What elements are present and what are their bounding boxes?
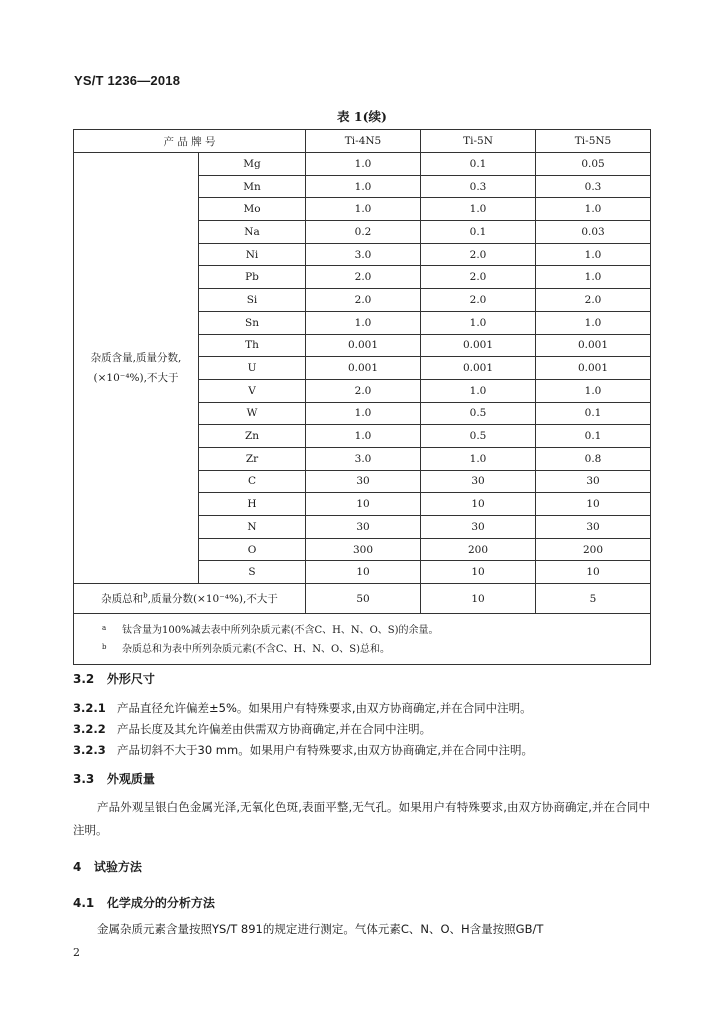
element-symbol: Pb: [199, 266, 306, 289]
header-grade-1: Ti-4N5: [306, 130, 421, 153]
clause-3-2-3: [73, 742, 533, 758]
impurity-value: 30: [421, 470, 536, 493]
element-symbol: Mg: [199, 153, 306, 176]
table-notes: [74, 614, 651, 665]
note-marker: a: [102, 624, 107, 633]
impurity-value: 0.8: [536, 447, 651, 470]
element-symbol: Zn: [199, 425, 306, 448]
element-symbol: Th: [199, 334, 306, 357]
impurity-value: 1.0: [306, 153, 421, 176]
impurity-value: 2.0: [421, 289, 536, 312]
impurity-value: 1.0: [306, 175, 421, 198]
impurity-value: 200: [421, 538, 536, 561]
impurity-value: 30: [306, 516, 421, 539]
clause-text: 产品长度及其允许偏差由供需双方协商确定,并在合同中注明。: [117, 722, 432, 736]
clause-number: 3.2.2: [73, 722, 106, 736]
section-number: 4.1: [73, 896, 95, 910]
impurity-value: 10: [536, 561, 651, 584]
section-4-heading: [73, 858, 142, 875]
impurity-table: [73, 129, 651, 665]
impurity-value: 0.001: [536, 357, 651, 380]
impurity-value: 300: [306, 538, 421, 561]
impurity-value: 2.0: [421, 243, 536, 266]
element-symbol: Zr: [199, 447, 306, 470]
clause-text: 产品切斜不大于30 mm。如果用户有特殊要求,由双方协商确定,并在合同中注明。: [117, 743, 534, 757]
impurity-value: 1.0: [421, 379, 536, 402]
impurity-value: 30: [421, 516, 536, 539]
clause-3-2-2: [73, 721, 431, 737]
impurity-value: 2.0: [421, 266, 536, 289]
impurity-value: 0.5: [421, 402, 536, 425]
impurity-value: 10: [421, 493, 536, 516]
impurity-value: 1.0: [536, 379, 651, 402]
impurity-value: 1.0: [306, 402, 421, 425]
table-note: [102, 624, 650, 637]
element-symbol: N: [199, 516, 306, 539]
section-number: 3.2: [73, 672, 95, 686]
note-text: 杂质总和为表中所列杂质元素(不含C、H、N、O、S)总和。: [122, 644, 390, 656]
impurity-value: 0.001: [306, 357, 421, 380]
impurity-value: 1.0: [536, 311, 651, 334]
impurity-value: 10: [306, 493, 421, 516]
impurity-value: 0.03: [536, 221, 651, 244]
section-title: 外观质量: [106, 772, 155, 786]
section-title: 试验方法: [93, 860, 142, 874]
impurity-value: 10: [421, 561, 536, 584]
impurity-value: 0.1: [536, 402, 651, 425]
table-title: 表 1(续): [337, 109, 387, 124]
impurity-value: 0.001: [306, 334, 421, 357]
impurity-value: 200: [536, 538, 651, 561]
element-symbol: C: [199, 470, 306, 493]
impurity-value: 0.2: [306, 221, 421, 244]
impurity-value: 2.0: [306, 289, 421, 312]
section-3-3-heading: [73, 770, 155, 787]
impurity-value: 0.001: [421, 334, 536, 357]
impurity-value: 1.0: [306, 198, 421, 221]
note-text: 钛含量为100%减去表中所列杂质元素(不含C、H、N、O、S)的余量。: [122, 625, 439, 637]
appearance-paragraph: 产品外观呈银白色金属光泽,无氧化色斑,表面平整,无气孔。如果用户有特殊要求,由双方协商确定,并在合同中注明。: [73, 800, 650, 837]
impurity-value: 0.5: [421, 425, 536, 448]
total-impurity-value: 50: [306, 584, 421, 614]
element-symbol: S: [199, 561, 306, 584]
impurity-value: 0.1: [421, 153, 536, 176]
impurity-value: 30: [536, 470, 651, 493]
section-title: 外形尺寸: [106, 672, 155, 686]
impurity-value: 0.001: [421, 357, 536, 380]
element-symbol: Mo: [199, 198, 306, 221]
impurity-value: 1.0: [306, 425, 421, 448]
impurity-value: 1.0: [421, 311, 536, 334]
impurity-value: 1.0: [536, 243, 651, 266]
element-symbol: Ni: [199, 243, 306, 266]
impurity-value: 1.0: [536, 266, 651, 289]
total-impurity-label: [74, 584, 306, 614]
impurity-value: 30: [306, 470, 421, 493]
impurity-value: 0.001: [536, 334, 651, 357]
section-number: 4: [73, 860, 82, 874]
impurity-value: 1.0: [421, 198, 536, 221]
element-symbol: V: [199, 379, 306, 402]
element-symbol: O: [199, 538, 306, 561]
element-symbol: Mn: [199, 175, 306, 198]
table-row: [74, 153, 651, 176]
element-symbol: Si: [199, 289, 306, 312]
element-symbol: Na: [199, 221, 306, 244]
impurity-value: 10: [306, 561, 421, 584]
total-label-text: 杂质总和: [101, 593, 144, 606]
impurity-value: 30: [536, 516, 651, 539]
impurity-value: 3.0: [306, 447, 421, 470]
table-header-row: [74, 130, 651, 153]
clause-number: 3.2.3: [73, 743, 106, 757]
element-symbol: Sn: [199, 311, 306, 334]
footnote-marker: b: [143, 591, 148, 600]
impurity-value: 0.05: [536, 153, 651, 176]
section-number: 3.3: [73, 772, 95, 786]
impurity-label-line1: 杂质含量,质量分数,: [90, 352, 182, 365]
table-notes-row: [74, 614, 651, 665]
clause-number: 3.2.1: [73, 701, 106, 715]
section-4-1-heading: [73, 894, 215, 911]
impurity-label-line2: (×10⁻⁴%),不大于: [93, 372, 179, 385]
total-label-unit: ,质量分数(×10⁻⁴%),不大于: [147, 593, 278, 606]
impurity-value: 2.0: [536, 289, 651, 312]
impurity-value: 1.0: [306, 311, 421, 334]
impurity-value: 1.0: [536, 198, 651, 221]
analysis-paragraph: 金属杂质元素含量按照YS/T 891的规定进行测定。气体元素C、N、O、H含量按照GB/T: [97, 922, 544, 936]
impurity-value: 0.1: [536, 425, 651, 448]
header-grade-2: Ti-5N: [421, 130, 536, 153]
clause-text: 产品直径允许偏差±5%。如果用户有特殊要求,由双方协商确定,并在合同中注明。: [117, 701, 532, 715]
impurity-value: 0.1: [421, 221, 536, 244]
table-note: [102, 643, 650, 656]
standard-code: YS/T 1236—2018: [74, 73, 181, 88]
impurity-value: 2.0: [306, 379, 421, 402]
impurity-value: 0.3: [536, 175, 651, 198]
impurity-value: 10: [536, 493, 651, 516]
element-symbol: H: [199, 493, 306, 516]
impurity-value: 2.0: [306, 266, 421, 289]
section-title: 化学成分的分析方法: [106, 896, 215, 910]
header-product-grade: 产 品 牌 号: [74, 130, 306, 153]
header-grade-3: Ti-5N5: [536, 130, 651, 153]
clause-3-2-1: [73, 700, 532, 716]
total-impurity-value: 10: [421, 584, 536, 614]
impurity-value: 1.0: [421, 447, 536, 470]
impurity-value: 0.3: [421, 175, 536, 198]
element-symbol: U: [199, 357, 306, 380]
page-number: 2: [73, 946, 80, 959]
element-symbol: W: [199, 402, 306, 425]
total-impurity-value: 5: [536, 584, 651, 614]
impurity-value: 3.0: [306, 243, 421, 266]
total-impurity-row: [74, 584, 651, 614]
section-3-2-heading: [73, 670, 155, 687]
note-marker: b: [102, 643, 107, 652]
impurity-content-label: [74, 153, 199, 584]
